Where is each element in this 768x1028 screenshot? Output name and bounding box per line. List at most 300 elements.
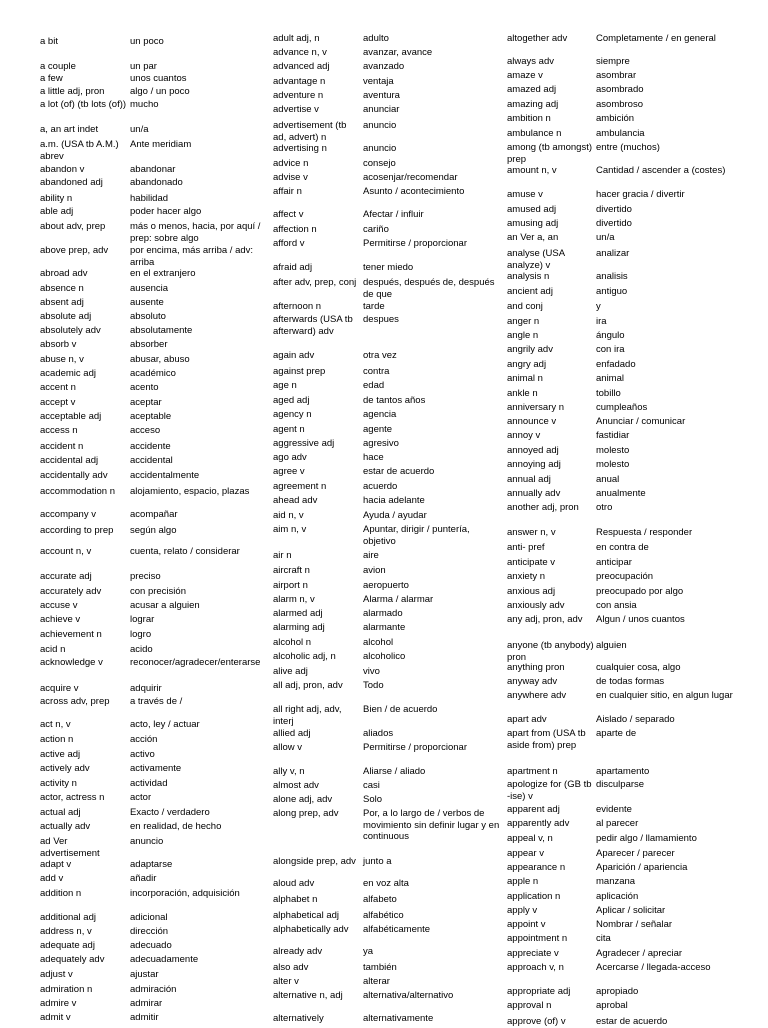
entry-spanish-translation: pedir algo / llamamiento — [596, 833, 697, 844]
entry-spanish-translation: acompañar — [130, 509, 178, 520]
entry-spanish-translation: alcoholico — [363, 651, 406, 662]
entry-english-term: after adv, prep, conj — [273, 277, 357, 288]
entry-spanish-translation: acido — [130, 644, 153, 655]
entry-spanish-translation: ya — [363, 946, 374, 957]
entry-english-term: apparent adj — [507, 804, 560, 815]
entry-spanish-translation: accidente — [130, 441, 171, 452]
entry-spanish-translation: divertido — [596, 204, 632, 215]
entry-english-term: allied adj — [273, 728, 311, 739]
entry-english-term: admire v — [40, 998, 77, 1009]
entry-english-term: accept v — [40, 397, 76, 408]
entry-spanish-translation: adaptarse — [130, 859, 173, 870]
entry-english-term: alone adj, adv — [273, 794, 333, 805]
entry-english-term: approve (of) v — [507, 1016, 566, 1027]
entry-english-term: appoint v — [507, 919, 546, 930]
entry-spanish-translation: cuenta, relato / considerar — [130, 546, 240, 557]
entry-spanish-translation: Aislado / separado — [596, 714, 675, 725]
entry-english-term: appeal v, n — [507, 833, 553, 844]
entry-spanish-translation: Permitirse / proporcionar — [363, 742, 468, 753]
entry-spanish-translation: abandonar — [130, 164, 176, 175]
entry-english-term: alarmed adj — [273, 608, 323, 619]
entry-spanish-translation: acusar a alguien — [130, 600, 200, 611]
entry-english-term: an Ver a, an — [507, 232, 559, 243]
entry-english-term: above prep, adv — [40, 245, 109, 256]
entry-english-term: apparently adv — [507, 818, 570, 829]
entry-english-term: angrily adv — [507, 344, 553, 355]
entry-english-term: ankle n — [507, 388, 538, 399]
entry-spanish-translation: entre (muchos) — [596, 142, 660, 153]
entry-spanish-translation: según algo — [130, 525, 177, 536]
entry-english-term: abandon v — [40, 164, 85, 175]
entry-english-term: angry adj — [507, 359, 547, 370]
entry-spanish-translation: molesto — [596, 459, 630, 470]
entry-english-term: appreciate v — [507, 948, 559, 959]
entry-spanish-translation: agresivo — [363, 438, 399, 449]
entry-spanish-translation: otra vez — [363, 350, 397, 361]
entry-english-term: apart from (USA tb aside from) prep — [507, 728, 586, 751]
entry-spanish-translation: agencia — [363, 409, 397, 420]
entry-spanish-translation: adecuado — [130, 940, 172, 951]
entry-spanish-translation: cita — [596, 933, 611, 944]
entry-english-term: alongside prep, adv — [273, 856, 356, 867]
entry-english-term: angle n — [507, 330, 539, 341]
entry-spanish-translation: admiración — [130, 984, 177, 995]
entry-spanish-translation: junto a — [363, 856, 392, 867]
entry-spanish-translation: Completamente / en general — [596, 33, 716, 44]
entry-english-term: anxiety n — [507, 571, 546, 582]
entry-spanish-translation: anual — [596, 474, 620, 485]
entry-english-term: a lot (of) (tb lots (of)) — [40, 99, 127, 110]
entry-spanish-translation: Apuntar, dirigir / puntería, objetivo — [363, 524, 470, 547]
entry-spanish-translation: alojamiento, espacio, plazas — [130, 486, 250, 497]
entry-english-term: anyone (tb anybody) pron — [507, 640, 594, 663]
entry-english-term: announce v — [507, 416, 557, 427]
entry-english-term: a couple — [40, 61, 76, 72]
entry-spanish-translation: avion — [363, 565, 386, 576]
entry-english-term: across adv, prep — [40, 696, 110, 707]
entry-english-term: anxiously adv — [507, 600, 565, 611]
entry-spanish-translation: apropiado — [596, 986, 639, 997]
entry-spanish-translation: ventaja — [363, 76, 394, 87]
entry-english-term: alarm n, v — [273, 594, 315, 605]
entry-spanish-translation: vivo — [363, 666, 380, 677]
entry-english-term: adequately adv — [40, 954, 105, 965]
entry-english-term: add v — [40, 873, 64, 884]
entry-english-term: a few — [40, 73, 63, 84]
entry-spanish-translation: dirección — [130, 926, 169, 937]
entry-spanish-translation: Solo — [363, 794, 383, 805]
entry-spanish-translation: tener miedo — [363, 262, 414, 273]
entry-english-term: anyway adv — [507, 676, 558, 687]
entry-spanish-translation: ausente — [130, 297, 164, 308]
entry-english-term: amused adj — [507, 204, 557, 215]
entry-spanish-translation: mucho — [130, 99, 159, 110]
entry-english-term: appear v — [507, 848, 544, 859]
entry-spanish-translation: Asunto / acontecimiento — [363, 186, 465, 197]
entry-spanish-translation: alarmante — [363, 622, 406, 633]
entry-spanish-translation: activo — [130, 749, 155, 760]
entry-english-term: amazed adj — [507, 84, 557, 95]
entry-spanish-translation: con precisión — [130, 586, 186, 597]
entry-spanish-translation: cumpleaños — [596, 402, 648, 413]
entry-english-term: application n — [507, 891, 561, 902]
entry-english-term: afterwards (USA tb afterward) adv — [273, 314, 353, 337]
entry-english-term: absence n — [40, 283, 84, 294]
entry-spanish-translation: anticipar — [596, 557, 632, 568]
entry-spanish-translation: anunciar — [363, 104, 400, 115]
entry-spanish-translation: admirar — [130, 998, 163, 1009]
entry-english-term: affect v — [273, 209, 304, 220]
entry-english-term: accurately adv — [40, 586, 102, 597]
entry-spanish-translation: Aparición / apariencia — [596, 862, 688, 873]
entry-english-term: aim n, v — [273, 524, 307, 535]
entry-english-term: abuse n, v — [40, 354, 84, 365]
entry-spanish-translation: aceptable — [130, 411, 172, 422]
entry-english-term: almost adv — [273, 780, 319, 791]
entry-english-term: alphabet n — [273, 894, 318, 905]
entry-spanish-translation: avanzar, avance — [363, 47, 433, 58]
entry-spanish-translation: agente — [363, 424, 393, 435]
entry-spanish-translation: analizar — [596, 248, 630, 259]
entry-spanish-translation: aire — [363, 550, 379, 561]
entry-english-term: alive adj — [273, 666, 308, 677]
entry-spanish-translation: consejo — [363, 158, 396, 169]
entry-english-term: acceptable adj — [40, 411, 102, 422]
entry-english-term: amazing adj — [507, 99, 559, 110]
entry-spanish-translation: evidente — [596, 804, 632, 815]
entry-english-term: annoy v — [507, 430, 541, 441]
entry-english-term: aggressive adj — [273, 438, 335, 449]
entry-english-term: afraid adj — [273, 262, 313, 273]
entry-english-term: ally v, n — [273, 766, 305, 777]
entry-spanish-translation: aprobal — [596, 1000, 628, 1011]
entry-english-term: advance n, v — [273, 47, 327, 58]
entry-spanish-translation: hacia adelante — [363, 495, 425, 506]
entry-spanish-translation: asombrado — [596, 84, 644, 95]
entry-spanish-translation: avanzado — [363, 61, 405, 72]
entry-spanish-translation: Cantidad / ascender a (costes) — [596, 165, 726, 176]
entry-english-term: accidentally adv — [40, 470, 108, 481]
entry-english-term: aloud adv — [273, 878, 315, 889]
entry-english-term: advise v — [273, 172, 308, 183]
entry-spanish-translation: fastidiar — [596, 430, 630, 441]
entry-english-term: along prep, adv — [273, 808, 339, 819]
entry-english-term: analyse (USA analyze) v — [507, 248, 565, 271]
entry-english-term: advertise v — [273, 104, 319, 115]
entry-spanish-translation: estar de acuerdo — [363, 466, 435, 477]
entry-spanish-translation: alarmado — [363, 608, 403, 619]
entry-spanish-translation: en el extranjero — [130, 268, 196, 279]
entry-english-term: afford v — [273, 238, 305, 249]
entry-english-term: alcohol n — [273, 637, 312, 648]
entry-spanish-translation: admitir — [130, 1012, 159, 1023]
entry-english-term: agency n — [273, 409, 312, 420]
entry-english-term: acquire v — [40, 683, 79, 694]
entry-english-term: apart adv — [507, 714, 547, 725]
entry-spanish-translation: asombroso — [596, 99, 643, 110]
entry-english-term: appropriate adj — [507, 986, 571, 997]
entry-english-term: agree v — [273, 466, 305, 477]
entry-spanish-translation: aliados — [363, 728, 394, 739]
entry-spanish-translation: otro — [596, 502, 613, 513]
entry-english-term: affair n — [273, 186, 302, 197]
entry-spanish-translation: accidentalmente — [130, 470, 200, 481]
entry-english-term: amusing adj — [507, 218, 559, 229]
entry-english-term: access n — [40, 425, 78, 436]
entry-spanish-translation: alternativamente — [363, 1013, 434, 1024]
entry-spanish-translation: Aliarse / aliado — [363, 766, 426, 777]
entry-english-term: aid n, v — [273, 510, 304, 521]
entry-spanish-translation: abusar, abuso — [130, 354, 190, 365]
entry-spanish-translation: ausencia — [130, 283, 169, 294]
entry-english-term: analysis n — [507, 271, 550, 282]
entry-english-term: advice n — [273, 158, 309, 169]
entry-spanish-translation: Bien / de acuerdo — [363, 704, 438, 715]
entry-spanish-translation: Anunciar / comunicar — [596, 416, 686, 427]
entry-spanish-translation: alcohol — [363, 637, 394, 648]
entry-spanish-translation: molesto — [596, 445, 630, 456]
entry-english-term: actual adj — [40, 807, 81, 818]
entry-english-term: anticipate v — [507, 557, 556, 568]
entry-english-term: anniversary n — [507, 402, 565, 413]
entry-spanish-translation: añadir — [130, 873, 157, 884]
entry-spanish-translation: incorporación, adquisición — [130, 888, 240, 899]
entry-spanish-translation: adicional — [130, 912, 168, 923]
entry-spanish-translation: académico — [130, 368, 176, 379]
entry-spanish-translation: tarde — [363, 301, 385, 312]
entry-spanish-translation: acuerdo — [363, 481, 398, 492]
entry-spanish-translation: activamente — [130, 763, 182, 774]
entry-spanish-translation: un par — [130, 61, 157, 72]
entry-spanish-translation: acto, ley / actuar — [130, 719, 200, 730]
entry-english-term: anger n — [507, 316, 540, 327]
entry-spanish-translation: anuncio — [130, 836, 164, 847]
entry-spanish-translation: abandonado — [130, 177, 183, 188]
entry-spanish-translation: poder hacer algo — [130, 206, 202, 217]
entry-english-term: a.m. (USA tb A.M.) abrev — [40, 139, 119, 162]
entry-english-term: ancient adj — [507, 286, 553, 297]
entry-english-term: accuse v — [40, 600, 78, 611]
entry-spanish-translation: absoluto — [130, 311, 166, 322]
entry-spanish-translation: anuncio — [363, 143, 397, 154]
entry-english-term: animal n — [507, 373, 543, 384]
entry-english-term: amount n, v — [507, 165, 557, 176]
entry-english-term: additional adj — [40, 912, 96, 923]
entry-english-term: ad Ver advertisement — [40, 836, 100, 859]
entry-english-term: agreement n — [273, 481, 327, 492]
entry-spanish-translation: después, después de, después de que — [363, 277, 495, 300]
entry-spanish-translation: adecuadamente — [130, 954, 199, 965]
entry-english-term: approach v, n — [507, 962, 564, 973]
entry-english-term: anti- pref — [507, 542, 545, 553]
entry-english-term: appointment n — [507, 933, 568, 944]
entry-english-term: ambition n — [507, 113, 551, 124]
entry-spanish-translation: con ira — [596, 344, 625, 355]
entry-english-term: accurate adj — [40, 571, 92, 582]
entry-english-term: adequate adj — [40, 940, 95, 951]
entry-spanish-translation: por encima, más arriba / adv: arriba — [130, 245, 254, 268]
entry-spanish-translation: apartamento — [596, 766, 650, 777]
entry-english-term: absorb v — [40, 339, 77, 350]
entry-spanish-translation: cariño — [363, 224, 389, 235]
entry-english-term: air n — [273, 550, 292, 561]
entry-spanish-translation: en cualquier sitio, en algun lugar — [596, 690, 733, 701]
entry-spanish-translation: un/a — [130, 124, 149, 135]
entry-english-term: anything pron — [507, 662, 565, 673]
entry-spanish-translation: reconocer/agradecer/enterarse — [130, 657, 261, 668]
entry-english-term: agent n — [273, 424, 305, 435]
entry-spanish-translation: hacer gracia / divertir — [596, 189, 685, 200]
dictionary-column-2 — [273, 0, 503, 1024]
entry-english-term: any adj, pron, adv — [507, 614, 583, 625]
entry-english-term: achievement n — [40, 629, 102, 640]
entry-english-term: and conj — [507, 301, 543, 312]
entry-spanish-translation: estar de acuerdo — [596, 1016, 668, 1027]
entry-english-term: ability n — [40, 193, 73, 204]
entry-english-term: amaze v — [507, 70, 543, 81]
entry-spanish-translation: y — [596, 301, 601, 312]
entry-spanish-translation: Aplicar / solicitar — [596, 905, 666, 916]
entry-english-term: accent n — [40, 382, 76, 393]
entry-english-term: able adj — [40, 206, 74, 217]
entry-english-term: again adv — [273, 350, 315, 361]
entry-spanish-translation: Por, a lo largo de / verbos de movimiento sin definir lugar y en continuous — [363, 808, 500, 842]
entry-spanish-translation: aplicación — [596, 891, 639, 902]
entry-english-term: aircraft n — [273, 565, 310, 576]
entry-spanish-translation: logro — [130, 629, 152, 640]
entry-spanish-translation: lograr — [130, 614, 155, 625]
entry-english-term: anxious adj — [507, 586, 556, 597]
entry-spanish-translation: alfabeto — [363, 894, 397, 905]
entry-spanish-translation: cualquier cosa, algo — [596, 662, 681, 673]
entry-spanish-translation: aeropuerto — [363, 580, 409, 591]
entry-english-term: annoyed adj — [507, 445, 559, 456]
entry-english-term: advertisement (tb ad, advert) n — [273, 120, 347, 143]
entry-english-term: always adv — [507, 56, 554, 67]
entry-spanish-translation: Permitirse / proporcionar — [363, 238, 468, 249]
entry-spanish-translation: también — [363, 962, 397, 973]
entry-spanish-translation: alguien — [596, 640, 627, 651]
entry-spanish-translation: ambulancia — [596, 128, 645, 139]
entry-english-term: another adj, pron — [507, 502, 579, 513]
entry-english-term: apologize for (GB tb -ise) v — [507, 779, 592, 802]
entry-spanish-translation: casi — [363, 780, 380, 791]
entry-spanish-translation: unos cuantos — [130, 73, 187, 84]
entry-spanish-translation: Alarma / alarmar — [363, 594, 434, 605]
entry-spanish-translation: Aparecer / parecer — [596, 848, 675, 859]
entry-english-term: age n — [273, 380, 297, 391]
entry-spanish-translation: acceso — [130, 425, 161, 436]
entry-spanish-translation: Exacto / verdadero — [130, 807, 210, 818]
entry-english-term: ahead adv — [273, 495, 318, 506]
entry-english-term: aged adj — [273, 395, 310, 406]
entry-spanish-translation: enfadado — [596, 359, 636, 370]
entry-english-term: apple n — [507, 876, 539, 887]
entry-spanish-translation: preocupado por algo — [596, 586, 684, 597]
entry-spanish-translation: anualmente — [596, 488, 646, 499]
entry-english-term: adult adj, n — [273, 33, 320, 44]
entry-spanish-translation: adquirir — [130, 683, 162, 694]
entry-english-term: apartment n — [507, 766, 558, 777]
entry-spanish-translation: tobillo — [596, 388, 621, 399]
entry-spanish-translation: acosenjar/recomendar — [363, 172, 458, 183]
entry-spanish-translation: alfabéticamente — [363, 924, 431, 935]
entry-english-term: alternatively — [273, 1013, 324, 1024]
entry-english-term: affection n — [273, 224, 317, 235]
entry-english-term: appearance n — [507, 862, 566, 873]
entry-english-term: anywhere adv — [507, 690, 567, 701]
entry-english-term: address n, v — [40, 926, 92, 937]
entry-english-term: ago adv — [273, 452, 307, 463]
entry-english-term: afternoon n — [273, 301, 322, 312]
entry-english-term: all right adj, adv, interj — [273, 704, 342, 727]
entry-english-term: amuse v — [507, 189, 543, 200]
entry-english-term: alphabetical adj — [273, 910, 340, 921]
entry-english-term: annual adj — [507, 474, 551, 485]
entry-spanish-translation: Ante meridiam — [130, 139, 192, 150]
entry-spanish-translation: disculparse — [596, 779, 645, 790]
entry-english-term: also adv — [273, 962, 309, 973]
entry-english-term: allow v — [273, 742, 303, 753]
entry-spanish-translation: preocupación — [596, 571, 654, 582]
entry-spanish-translation: edad — [363, 380, 385, 391]
entry-spanish-translation: ambición — [596, 113, 635, 124]
entry-english-term: activity n — [40, 778, 77, 789]
entry-spanish-translation: absorber — [130, 339, 168, 350]
entry-spanish-translation: siempre — [596, 56, 630, 67]
entry-english-term: advantage n — [273, 76, 326, 87]
entry-spanish-translation: absolutamente — [130, 325, 193, 336]
entry-english-term: airport n — [273, 580, 308, 591]
entry-spanish-translation: anuncio — [363, 120, 397, 131]
entry-english-term: actor, actress n — [40, 792, 105, 803]
entry-english-term: accompany v — [40, 509, 96, 520]
entry-spanish-translation: adulto — [363, 33, 389, 44]
entry-spanish-translation: acento — [130, 382, 159, 393]
entry-spanish-translation: alternativa/alternativo — [363, 990, 454, 1001]
entry-english-term: actually adv — [40, 821, 91, 832]
entry-english-term: all adj, pron, adv — [273, 680, 343, 691]
entry-spanish-translation: ira — [596, 316, 607, 327]
entry-english-term: acknowledge v — [40, 657, 103, 668]
entry-english-term: ambulance n — [507, 128, 562, 139]
entry-english-term: approval n — [507, 1000, 552, 1011]
entry-english-term: a little adj, pron — [40, 86, 105, 97]
entry-english-term: a bit — [40, 36, 58, 47]
entry-spanish-translation: en voz alta — [363, 878, 409, 889]
entry-spanish-translation: Afectar / influir — [363, 209, 424, 220]
entry-english-term: adjust v — [40, 969, 73, 980]
entry-spanish-translation: un poco — [130, 36, 164, 47]
entry-spanish-translation: ajustar — [130, 969, 159, 980]
entry-spanish-translation: al parecer — [596, 818, 639, 829]
entry-spanish-translation: alfabético — [363, 910, 404, 921]
entry-spanish-translation: actor — [130, 792, 152, 803]
entry-english-term: advanced adj — [273, 61, 330, 72]
entry-english-term: alphabetically adv — [273, 924, 349, 935]
dictionary-column-3 — [507, 0, 766, 1027]
entry-spanish-translation: analisis — [596, 271, 628, 282]
entry-spanish-translation: aceptar — [130, 397, 162, 408]
entry-english-term: adapt v — [40, 859, 72, 870]
entry-spanish-translation: antiguo — [596, 286, 628, 297]
entry-english-term: admiration n — [40, 984, 93, 995]
entry-english-term: a, an art indet — [40, 124, 99, 135]
entry-spanish-translation: aventura — [363, 90, 400, 101]
entry-spanish-translation: acción — [130, 734, 158, 745]
entry-english-term: accidental adj — [40, 455, 99, 466]
entry-english-term: annually adv — [507, 488, 561, 499]
